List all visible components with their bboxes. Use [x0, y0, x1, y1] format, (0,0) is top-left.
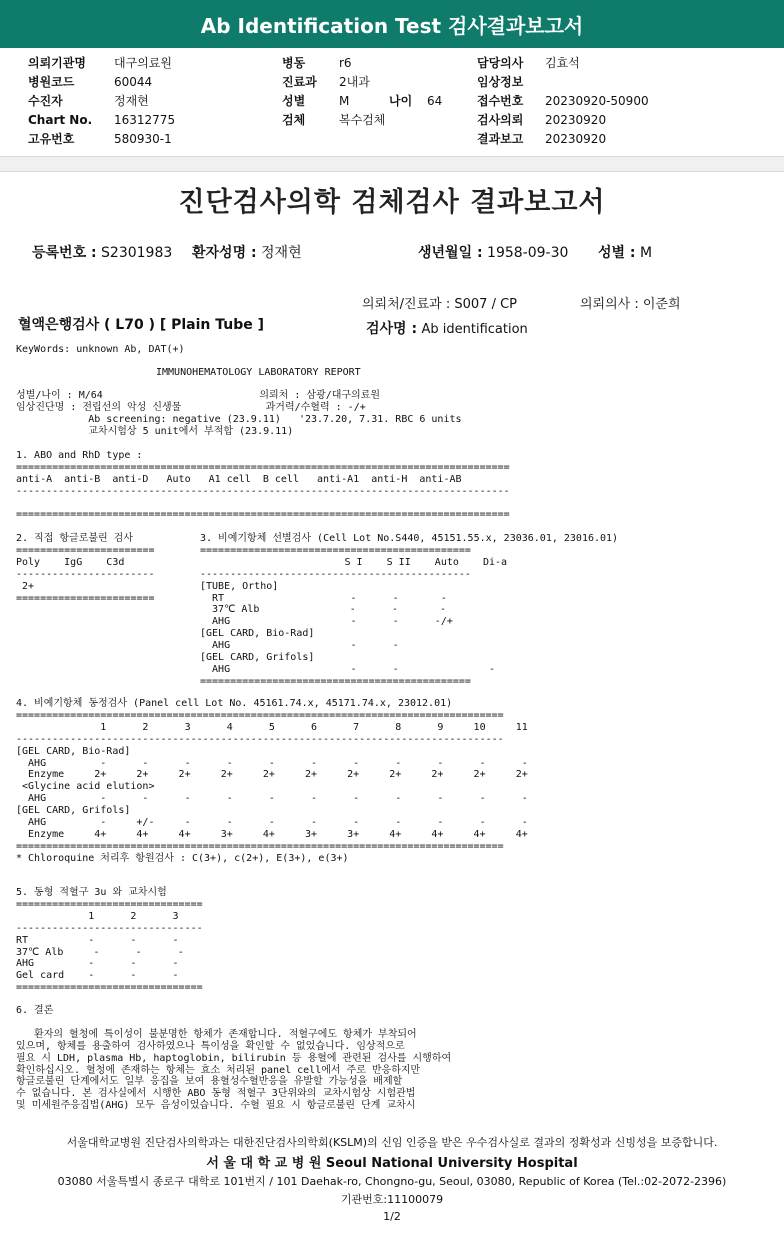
- patient-name: [192, 242, 302, 262]
- header-value: 16312775: [114, 113, 176, 127]
- abo-header: anti-A anti-B anti-D Auto A1 cell B cell anti-A1 anti-H anti-AB: [16, 474, 462, 485]
- keywords: KeyWords: unknown Ab, DAT(+): [16, 344, 185, 355]
- institution-number: 기관번호:11100079: [340, 1193, 444, 1206]
- test-name-value: Ab identification: [421, 322, 528, 337]
- antibody-identification-section: 4. 비예기항체 동정검사 (Panel cell Lot No. 45161.74.x, 45171.74.x, 23012.01) ================================================================================= 1 2 3 4 5 6 7 8 9 10 11 --------------------------------------------------------------------------------- [GEL CARD, Bio-Rad] AHG - - - - - - - - - - - Enzyme 2+ 2+ 2+ 2+ 2+ 2+ 2+ 2+ 2+ 2+ 2+ <Glycine acid elution> AHG - - - - - - - - - - - [GEL CARD, Grifols] AHG - +/- - - - - - - - - - Enzyme 4+ 4+ 4+ 3+ 4+ 3+ 3+ 4+ 4+ 4+ 4+ ================================================================================= * Chloroquine 처리후 항원검사 : C(3+), c(2+), E(3+), e(3+): [16, 698, 528, 864]
- header-label: 담당의사: [477, 56, 524, 70]
- header-value: 60044: [114, 75, 153, 89]
- header-value: 20230920: [545, 132, 607, 146]
- dob-label: 생년월일 :: [418, 245, 483, 261]
- header-label: 성별: [282, 94, 306, 108]
- header-label: 고유번호: [28, 132, 75, 146]
- referring-doctor: 의뢰의사 : 이준희: [580, 297, 681, 312]
- hospital-address: 03080 서울특별시 종로구 대학로 101번지 / 101 Daehak-ro, Chongno-gu, Seoul, 03080, Republic of Korea (Tel.:02-2072-2396): [57, 1175, 727, 1188]
- header-value: 복수검체: [339, 113, 386, 127]
- age-label: 나이: [389, 94, 413, 108]
- section-divider: [0, 156, 784, 172]
- header-value: 2내과: [339, 75, 370, 89]
- reg-label: 등록번호 :: [32, 245, 97, 261]
- patient-sex: [598, 242, 652, 262]
- page-number: 1/2: [383, 1210, 401, 1223]
- header-label: 접수번호: [477, 94, 524, 108]
- header-label: 검사의뢰: [477, 113, 524, 127]
- dat-section: 2. 직접 항글로불린 검사 ======================= Poly IgG C3d ----------------------- 2+ =======================: [16, 533, 155, 604]
- sex-label: 성별 :: [598, 245, 636, 261]
- header-value: M: [339, 94, 350, 108]
- report-title: 진단검사의학 검체검사 결과보고서: [178, 187, 606, 218]
- hospital-name: 서 울 대 학 교 병 원 Seoul National University Hospital: [206, 1156, 578, 1171]
- lab-report-title: IMMUNOHEMATOLOGY LABORATORY REPORT: [156, 367, 361, 378]
- header-value: 정재현: [114, 94, 149, 108]
- header-value: 20230920: [545, 113, 607, 127]
- header-label: 의뢰기관명: [28, 56, 86, 70]
- abo-rule: ==================================================================================: [16, 462, 510, 473]
- header-label: 병동: [282, 56, 306, 70]
- date-of-birth: [418, 242, 568, 262]
- abo-rhd-title: 1. ABO and RhD type :: [16, 450, 143, 461]
- name-label: 환자성명 :: [192, 245, 257, 261]
- name-value: 정재현: [261, 245, 302, 261]
- header-col1: [28, 54, 175, 149]
- sex-value: M: [639, 245, 653, 261]
- header-value: 김효석: [545, 56, 580, 70]
- header-value: 580930-1: [114, 132, 172, 146]
- header-value: r6: [339, 56, 352, 70]
- abo-rule: ==================================================================================: [16, 509, 510, 520]
- header-label: 진료과: [282, 75, 317, 89]
- crossmatch-section: 5. 동형 적혈구 3u 와 교차시험 =============================== 1 2 3 ------------------------------- RT - - - 37℃ Alb - - - AHG - - - Gel card - - - ===============================: [16, 887, 203, 994]
- banner-title: Ab Identification Test 검사결과보고서: [200, 13, 584, 38]
- age-value: 64: [427, 94, 443, 108]
- header-label: 병원코드: [28, 75, 75, 89]
- conclusion-section: 6. 결론 환자의 혈청에 특이성이 불분명한 항체가 존재합니다. 적혈구에도 항체가 부착되어 있으며, 항체를 용출하여 검사하였으나 특이성을 확인할 수 없었습니다. 임상적으로 필요 시 LDH, plasma Hb, haptoglobin, bilirubin 등 용혈에 관련된 검사를 시행하여 확인하십시오. 혈청에 존재하는 항체는 효소 처리된 panel cell에서 주로 반응하지만 항글로불린 단계에서도 일부 응집을 보여 용혈성수혈반응을 유발할 가능성을 배제할 수 없습니다. 본 검사실에서 시행한 ABO 동형 적혈구 3단위와의 교차시험상 시험관법 및 미세원주응집법(AHG) 모두 음성이었습니다. 수혈 필요 시 항글로불린 단계 교차시: [16, 1005, 452, 1112]
- test-name-label: 검사명 :: [366, 321, 418, 337]
- header-label: 수진자: [28, 94, 63, 108]
- antibody-screening-section: 3. 비예기항체 선별검사 (Cell Lot No.S440, 45151.55.x, 23036.01, 23016.01) ============================================= S I S II Auto Di-a --------------------------------------------- [TUBE, Ortho] RT - - - 37℃ Alb - - - AHG - - -/+ [GEL CARD, Bio-Rad] AHG - - [GEL CARD, Grifols] AHG - - - =============================================: [200, 533, 619, 687]
- clinical-info: 성별/나이 : M/64 의뢰처 : 삼광/대구의료원 임상진단명 : 전립선의 악성 신생물 과거력/수혈력 : -/+ Ab screening: negative (23.9.11) '23.7.20, 7.31. RBC 6 units 교차시험상 5 unit에서 부적합 (23.9.11): [16, 390, 462, 437]
- header-value: 대구의료원: [114, 56, 172, 70]
- abo-rule: ----------------------------------------------------------------------------------: [16, 486, 510, 497]
- dob-value: 1958-09-30: [487, 245, 569, 261]
- referral-dept: 의뢰처/진료과 : S007 / CP: [362, 297, 517, 312]
- reg-value: S2301983: [101, 245, 173, 261]
- header-col3: [477, 54, 649, 149]
- report-banner: [0, 0, 784, 48]
- registration-number: [32, 242, 172, 262]
- header-col2: [282, 54, 442, 130]
- certification-note: 서울대학교병원 진단검사의학과는 대한진단검사의학회(KSLM)의 신임 인증을 받은 우수검사실로 결과의 정확성과 신빙성을 보증합니다.: [66, 1136, 718, 1149]
- header-value: 20230920-50900: [545, 94, 649, 108]
- test-group: 혈액은행검사 ( L70 ) [ Plain Tube ]: [18, 317, 265, 333]
- header-label: 결과보고: [477, 132, 524, 146]
- header-label: Chart No.: [28, 113, 93, 127]
- header-label: 검체: [282, 113, 306, 127]
- test-name: [366, 318, 528, 338]
- header-label: 임상정보: [477, 75, 524, 89]
